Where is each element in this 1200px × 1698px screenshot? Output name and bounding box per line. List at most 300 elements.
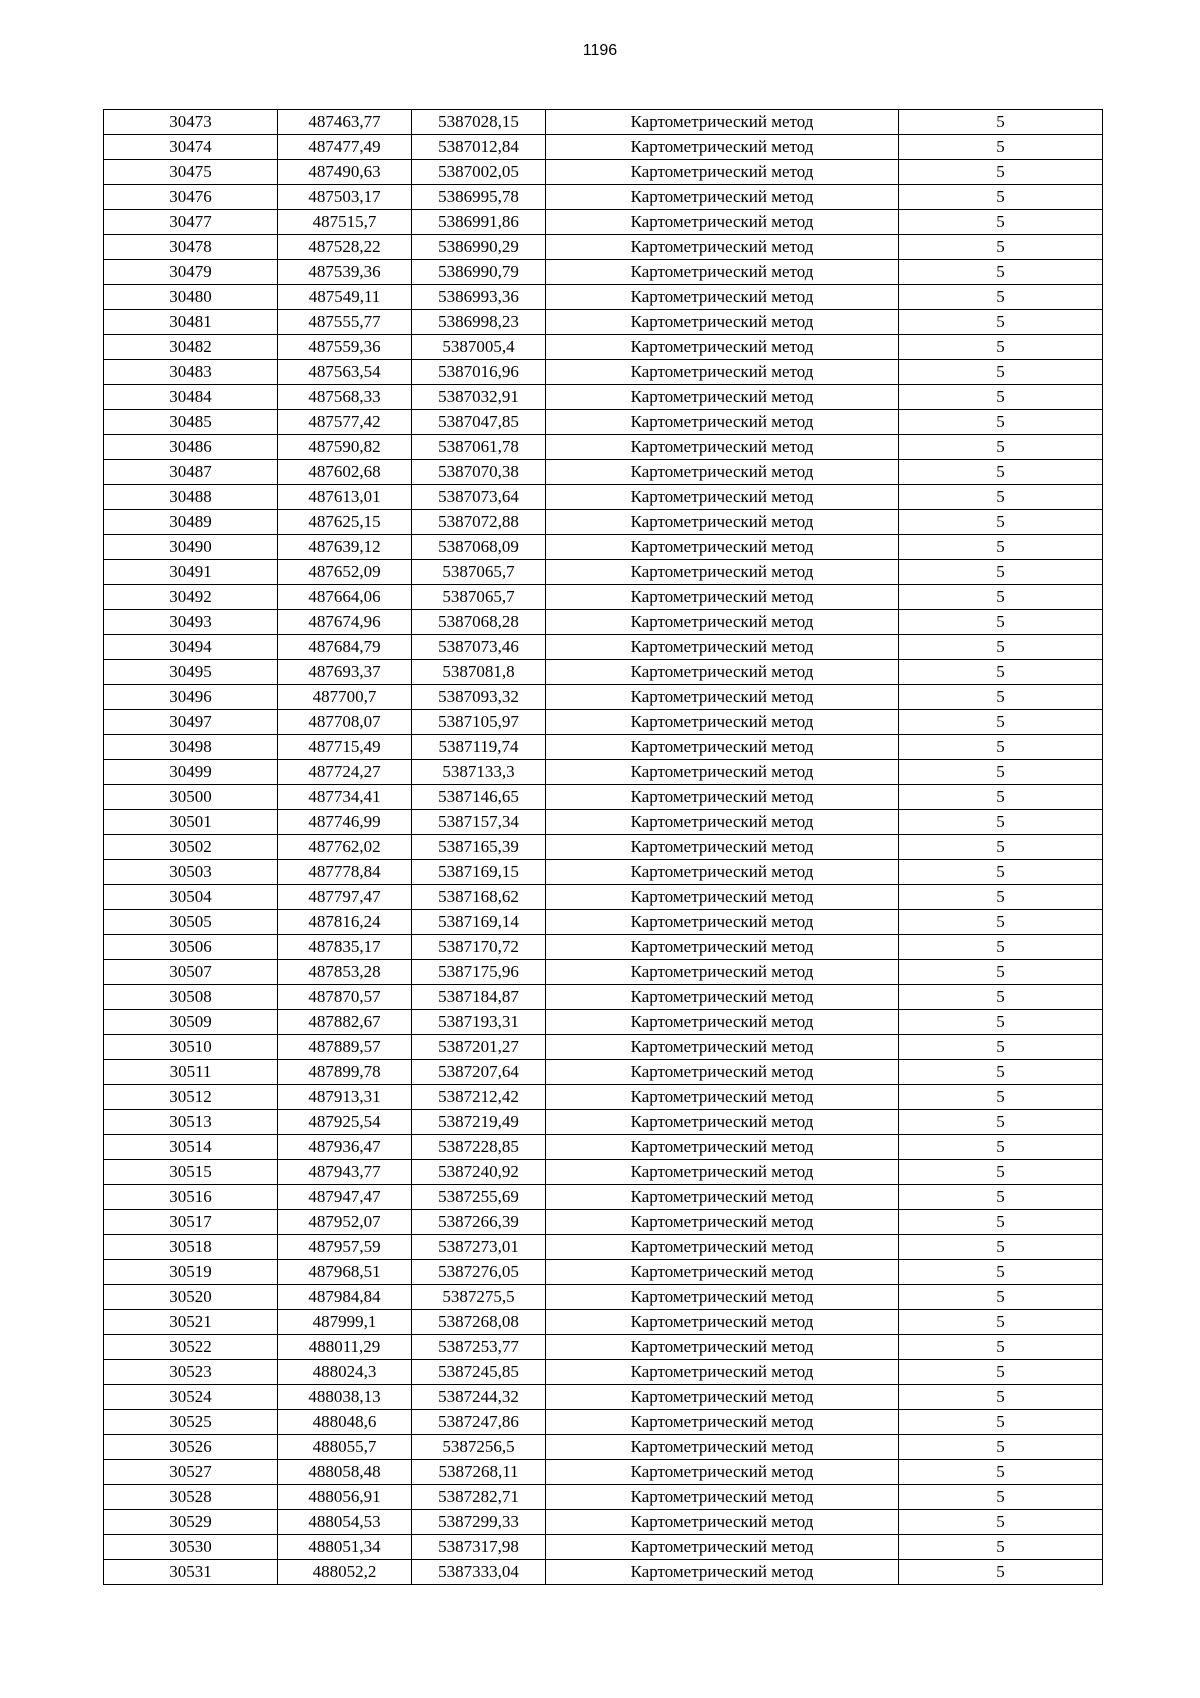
y-coordinate-cell: 5387005,4 xyxy=(412,335,546,360)
accuracy-cell: 5 xyxy=(899,260,1103,285)
x-coordinate-cell: 487999,1 xyxy=(278,1310,412,1335)
method-cell: Картометрический метод xyxy=(546,1535,899,1560)
y-coordinate-cell: 5387275,5 xyxy=(412,1285,546,1310)
table-row xyxy=(104,1510,1103,1535)
point-number-cell: 30503 xyxy=(104,860,278,885)
point-number-cell: 30485 xyxy=(104,410,278,435)
table-row xyxy=(104,535,1103,560)
x-coordinate-cell: 487746,99 xyxy=(278,810,412,835)
y-coordinate-cell: 5387068,28 xyxy=(412,610,546,635)
x-coordinate-cell: 487528,22 xyxy=(278,235,412,260)
x-coordinate-cell: 487559,36 xyxy=(278,335,412,360)
point-number-cell: 30473 xyxy=(104,110,278,135)
y-coordinate-cell: 5387207,64 xyxy=(412,1060,546,1085)
table-row xyxy=(104,785,1103,810)
table-row xyxy=(104,160,1103,185)
x-coordinate-cell: 487835,17 xyxy=(278,935,412,960)
method-cell: Картометрический метод xyxy=(546,860,899,885)
y-coordinate-cell: 5387169,14 xyxy=(412,910,546,935)
x-coordinate-cell: 487684,79 xyxy=(278,635,412,660)
point-number-cell: 30481 xyxy=(104,310,278,335)
table-row xyxy=(104,310,1103,335)
y-coordinate-cell: 5386995,78 xyxy=(412,185,546,210)
point-number-cell: 30498 xyxy=(104,735,278,760)
x-coordinate-cell: 487762,02 xyxy=(278,835,412,860)
y-coordinate-cell: 5387157,34 xyxy=(412,810,546,835)
point-number-cell: 30511 xyxy=(104,1060,278,1085)
method-cell: Картометрический метод xyxy=(546,185,899,210)
y-coordinate-cell: 5387002,05 xyxy=(412,160,546,185)
x-coordinate-cell: 487503,17 xyxy=(278,185,412,210)
accuracy-cell: 5 xyxy=(899,1085,1103,1110)
point-number-cell: 30505 xyxy=(104,910,278,935)
x-coordinate-cell: 487968,51 xyxy=(278,1260,412,1285)
table-row xyxy=(104,885,1103,910)
point-number-cell: 30529 xyxy=(104,1510,278,1535)
point-number-cell: 30520 xyxy=(104,1285,278,1310)
table-row xyxy=(104,835,1103,860)
method-cell: Картометрический метод xyxy=(546,785,899,810)
y-coordinate-cell: 5387193,31 xyxy=(412,1010,546,1035)
point-number-cell: 30492 xyxy=(104,585,278,610)
x-coordinate-cell: 487947,47 xyxy=(278,1185,412,1210)
x-coordinate-cell: 487613,01 xyxy=(278,485,412,510)
method-cell: Картометрический метод xyxy=(546,710,899,735)
accuracy-cell: 5 xyxy=(899,210,1103,235)
table-row xyxy=(104,1310,1103,1335)
method-cell: Картометрический метод xyxy=(546,210,899,235)
table-row xyxy=(104,460,1103,485)
method-cell: Картометрический метод xyxy=(546,1235,899,1260)
x-coordinate-cell: 487463,77 xyxy=(278,110,412,135)
x-coordinate-cell: 487797,47 xyxy=(278,885,412,910)
table-row xyxy=(104,1260,1103,1285)
y-coordinate-cell: 5387282,71 xyxy=(412,1485,546,1510)
method-cell: Картометрический метод xyxy=(546,1435,899,1460)
accuracy-cell: 5 xyxy=(899,1210,1103,1235)
x-coordinate-cell: 487490,63 xyxy=(278,160,412,185)
point-number-cell: 30500 xyxy=(104,785,278,810)
table-row xyxy=(104,235,1103,260)
method-cell: Картометрический метод xyxy=(546,410,899,435)
point-number-cell: 30531 xyxy=(104,1560,278,1585)
table-row xyxy=(104,1460,1103,1485)
y-coordinate-cell: 5387093,32 xyxy=(412,685,546,710)
accuracy-cell: 5 xyxy=(899,135,1103,160)
method-cell: Картометрический метод xyxy=(546,1135,899,1160)
table-row xyxy=(104,1360,1103,1385)
y-coordinate-cell: 5387244,32 xyxy=(412,1385,546,1410)
point-number-cell: 30525 xyxy=(104,1410,278,1435)
x-coordinate-cell: 487539,36 xyxy=(278,260,412,285)
y-coordinate-cell: 5387255,69 xyxy=(412,1185,546,1210)
x-coordinate-cell: 487734,41 xyxy=(278,785,412,810)
x-coordinate-cell: 487549,11 xyxy=(278,285,412,310)
accuracy-cell: 5 xyxy=(899,960,1103,985)
x-coordinate-cell: 487870,57 xyxy=(278,985,412,1010)
table-row xyxy=(104,560,1103,585)
table-row xyxy=(104,335,1103,360)
point-number-cell: 30487 xyxy=(104,460,278,485)
y-coordinate-cell: 5387240,92 xyxy=(412,1160,546,1185)
y-coordinate-cell: 5387168,62 xyxy=(412,885,546,910)
point-number-cell: 30476 xyxy=(104,185,278,210)
method-cell: Картометрический метод xyxy=(546,685,899,710)
method-cell: Картометрический метод xyxy=(546,560,899,585)
point-number-cell: 30528 xyxy=(104,1485,278,1510)
point-number-cell: 30478 xyxy=(104,235,278,260)
method-cell: Картометрический метод xyxy=(546,110,899,135)
accuracy-cell: 5 xyxy=(899,1110,1103,1135)
accuracy-cell: 5 xyxy=(899,1235,1103,1260)
accuracy-cell: 5 xyxy=(899,935,1103,960)
accuracy-cell: 5 xyxy=(899,510,1103,535)
x-coordinate-cell: 488055,7 xyxy=(278,1435,412,1460)
y-coordinate-cell: 5386998,23 xyxy=(412,310,546,335)
table-row xyxy=(104,385,1103,410)
method-cell: Картометрический метод xyxy=(546,1010,899,1035)
method-cell: Картометрический метод xyxy=(546,510,899,535)
point-number-cell: 30514 xyxy=(104,1135,278,1160)
table-row xyxy=(104,435,1103,460)
method-cell: Картометрический метод xyxy=(546,235,899,260)
method-cell: Картометрический метод xyxy=(546,1035,899,1060)
y-coordinate-cell: 5387299,33 xyxy=(412,1510,546,1535)
method-cell: Картометрический метод xyxy=(546,1160,899,1185)
point-number-cell: 30496 xyxy=(104,685,278,710)
method-cell: Картометрический метод xyxy=(546,435,899,460)
table-row xyxy=(104,635,1103,660)
y-coordinate-cell: 5387228,85 xyxy=(412,1135,546,1160)
table-row xyxy=(104,510,1103,535)
point-number-cell: 30526 xyxy=(104,1435,278,1460)
y-coordinate-cell: 5387072,88 xyxy=(412,510,546,535)
accuracy-cell: 5 xyxy=(899,1335,1103,1360)
x-coordinate-cell: 488058,48 xyxy=(278,1460,412,1485)
y-coordinate-cell: 5386991,86 xyxy=(412,210,546,235)
x-coordinate-cell: 487577,42 xyxy=(278,410,412,435)
method-cell: Картометрический метод xyxy=(546,910,899,935)
table-row xyxy=(104,285,1103,310)
accuracy-cell: 5 xyxy=(899,1310,1103,1335)
y-coordinate-cell: 5387268,11 xyxy=(412,1460,546,1485)
x-coordinate-cell: 488038,13 xyxy=(278,1385,412,1410)
accuracy-cell: 5 xyxy=(899,1485,1103,1510)
x-coordinate-cell: 487693,37 xyxy=(278,660,412,685)
method-cell: Картометрический метод xyxy=(546,985,899,1010)
x-coordinate-cell: 487889,57 xyxy=(278,1035,412,1060)
table-row xyxy=(104,960,1103,985)
x-coordinate-cell: 487590,82 xyxy=(278,435,412,460)
x-coordinate-cell: 488052,2 xyxy=(278,1560,412,1585)
method-cell: Картометрический метод xyxy=(546,735,899,760)
table-row xyxy=(104,935,1103,960)
method-cell: Картометрический метод xyxy=(546,1510,899,1535)
point-number-cell: 30508 xyxy=(104,985,278,1010)
table-row xyxy=(104,135,1103,160)
x-coordinate-cell: 487952,07 xyxy=(278,1210,412,1235)
point-number-cell: 30517 xyxy=(104,1210,278,1235)
accuracy-cell: 5 xyxy=(899,635,1103,660)
table-row xyxy=(104,1110,1103,1135)
x-coordinate-cell: 487925,54 xyxy=(278,1110,412,1135)
table-row xyxy=(104,1410,1103,1435)
table-row xyxy=(104,860,1103,885)
y-coordinate-cell: 5387175,96 xyxy=(412,960,546,985)
point-number-cell: 30475 xyxy=(104,160,278,185)
table-row xyxy=(104,810,1103,835)
x-coordinate-cell: 487708,07 xyxy=(278,710,412,735)
x-coordinate-cell: 487936,47 xyxy=(278,1135,412,1160)
accuracy-cell: 5 xyxy=(899,1560,1103,1585)
x-coordinate-cell: 488056,91 xyxy=(278,1485,412,1510)
point-number-cell: 30499 xyxy=(104,760,278,785)
method-cell: Картометрический метод xyxy=(546,1560,899,1585)
accuracy-cell: 5 xyxy=(899,1060,1103,1085)
accuracy-cell: 5 xyxy=(899,1535,1103,1560)
accuracy-cell: 5 xyxy=(899,560,1103,585)
x-coordinate-cell: 487913,31 xyxy=(278,1085,412,1110)
point-number-cell: 30512 xyxy=(104,1085,278,1110)
accuracy-cell: 5 xyxy=(899,1410,1103,1435)
table-row xyxy=(104,1085,1103,1110)
method-cell: Картометрический метод xyxy=(546,360,899,385)
y-coordinate-cell: 5387317,98 xyxy=(412,1535,546,1560)
method-cell: Картометрический метод xyxy=(546,1110,899,1135)
accuracy-cell: 5 xyxy=(899,160,1103,185)
point-number-cell: 30486 xyxy=(104,435,278,460)
point-number-cell: 30510 xyxy=(104,1035,278,1060)
accuracy-cell: 5 xyxy=(899,710,1103,735)
y-coordinate-cell: 5387256,5 xyxy=(412,1435,546,1460)
accuracy-cell: 5 xyxy=(899,110,1103,135)
y-coordinate-cell: 5387184,87 xyxy=(412,985,546,1010)
method-cell: Картометрический метод xyxy=(546,1385,899,1410)
table-row xyxy=(104,735,1103,760)
accuracy-cell: 5 xyxy=(899,1260,1103,1285)
table-row xyxy=(104,1010,1103,1035)
method-cell: Картометрический метод xyxy=(546,960,899,985)
accuracy-cell: 5 xyxy=(899,1135,1103,1160)
y-coordinate-cell: 5387073,46 xyxy=(412,635,546,660)
x-coordinate-cell: 487674,96 xyxy=(278,610,412,635)
method-cell: Картометрический метод xyxy=(546,335,899,360)
method-cell: Картометрический метод xyxy=(546,835,899,860)
accuracy-cell: 5 xyxy=(899,1360,1103,1385)
point-number-cell: 30507 xyxy=(104,960,278,985)
y-coordinate-cell: 5387061,78 xyxy=(412,435,546,460)
y-coordinate-cell: 5387028,15 xyxy=(412,110,546,135)
point-number-cell: 30495 xyxy=(104,660,278,685)
x-coordinate-cell: 487477,49 xyxy=(278,135,412,160)
y-coordinate-cell: 5387133,3 xyxy=(412,760,546,785)
table-row xyxy=(104,1435,1103,1460)
y-coordinate-cell: 5387212,42 xyxy=(412,1085,546,1110)
y-coordinate-cell: 5386990,29 xyxy=(412,235,546,260)
method-cell: Картометрический метод xyxy=(546,935,899,960)
table-row xyxy=(104,910,1103,935)
point-number-cell: 30521 xyxy=(104,1310,278,1335)
point-number-cell: 30480 xyxy=(104,285,278,310)
y-coordinate-cell: 5387016,96 xyxy=(412,360,546,385)
point-number-cell: 30490 xyxy=(104,535,278,560)
point-number-cell: 30504 xyxy=(104,885,278,910)
method-cell: Картометрический метод xyxy=(546,1085,899,1110)
method-cell: Картометрический метод xyxy=(546,160,899,185)
accuracy-cell: 5 xyxy=(899,235,1103,260)
accuracy-cell: 5 xyxy=(899,860,1103,885)
point-number-cell: 30515 xyxy=(104,1160,278,1185)
x-coordinate-cell: 487639,12 xyxy=(278,535,412,560)
accuracy-cell: 5 xyxy=(899,485,1103,510)
x-coordinate-cell: 487943,77 xyxy=(278,1160,412,1185)
method-cell: Картометрический метод xyxy=(546,535,899,560)
y-coordinate-cell: 5387268,08 xyxy=(412,1310,546,1335)
accuracy-cell: 5 xyxy=(899,760,1103,785)
y-coordinate-cell: 5387245,85 xyxy=(412,1360,546,1385)
method-cell: Картометрический метод xyxy=(546,1485,899,1510)
y-coordinate-cell: 5387047,85 xyxy=(412,410,546,435)
x-coordinate-cell: 487664,06 xyxy=(278,585,412,610)
x-coordinate-cell: 487882,67 xyxy=(278,1010,412,1035)
method-cell: Картометрический метод xyxy=(546,610,899,635)
accuracy-cell: 5 xyxy=(899,185,1103,210)
y-coordinate-cell: 5387065,7 xyxy=(412,585,546,610)
table-row xyxy=(104,660,1103,685)
accuracy-cell: 5 xyxy=(899,310,1103,335)
y-coordinate-cell: 5387068,09 xyxy=(412,535,546,560)
accuracy-cell: 5 xyxy=(899,985,1103,1010)
method-cell: Картометрический метод xyxy=(546,1260,899,1285)
method-cell: Картометрический метод xyxy=(546,1460,899,1485)
y-coordinate-cell: 5387170,72 xyxy=(412,935,546,960)
y-coordinate-cell: 5387169,15 xyxy=(412,860,546,885)
y-coordinate-cell: 5387119,74 xyxy=(412,735,546,760)
accuracy-cell: 5 xyxy=(899,585,1103,610)
point-number-cell: 30479 xyxy=(104,260,278,285)
x-coordinate-cell: 487853,28 xyxy=(278,960,412,985)
method-cell: Картометрический метод xyxy=(546,885,899,910)
x-coordinate-cell: 487625,15 xyxy=(278,510,412,535)
point-number-cell: 30493 xyxy=(104,610,278,635)
table-row xyxy=(104,360,1103,385)
point-number-cell: 30516 xyxy=(104,1185,278,1210)
x-coordinate-cell: 487724,27 xyxy=(278,760,412,785)
table-row xyxy=(104,760,1103,785)
method-cell: Картометрический метод xyxy=(546,460,899,485)
point-number-cell: 30474 xyxy=(104,135,278,160)
table-row xyxy=(104,1160,1103,1185)
point-number-cell: 30530 xyxy=(104,1535,278,1560)
point-number-cell: 30527 xyxy=(104,1460,278,1485)
table-body xyxy=(104,110,1103,1585)
point-number-cell: 30489 xyxy=(104,510,278,535)
point-number-cell: 30524 xyxy=(104,1385,278,1410)
x-coordinate-cell: 487555,77 xyxy=(278,310,412,335)
table-row xyxy=(104,1535,1103,1560)
accuracy-cell: 5 xyxy=(899,460,1103,485)
y-coordinate-cell: 5386993,36 xyxy=(412,285,546,310)
y-coordinate-cell: 5387032,91 xyxy=(412,385,546,410)
method-cell: Картометрический метод xyxy=(546,385,899,410)
x-coordinate-cell: 487602,68 xyxy=(278,460,412,485)
point-number-cell: 30501 xyxy=(104,810,278,835)
table-row xyxy=(104,1560,1103,1585)
accuracy-cell: 5 xyxy=(899,360,1103,385)
coordinates-table xyxy=(103,109,1103,1585)
accuracy-cell: 5 xyxy=(899,535,1103,560)
table-row xyxy=(104,710,1103,735)
method-cell: Картометрический метод xyxy=(546,1185,899,1210)
x-coordinate-cell: 488054,53 xyxy=(278,1510,412,1535)
method-cell: Картометрический метод xyxy=(546,1210,899,1235)
table-row xyxy=(104,410,1103,435)
point-number-cell: 30484 xyxy=(104,385,278,410)
table-row xyxy=(104,185,1103,210)
table-row xyxy=(104,685,1103,710)
table-row xyxy=(104,610,1103,635)
point-number-cell: 30488 xyxy=(104,485,278,510)
accuracy-cell: 5 xyxy=(899,1285,1103,1310)
accuracy-cell: 5 xyxy=(899,735,1103,760)
method-cell: Картометрический метод xyxy=(546,660,899,685)
table-row xyxy=(104,1485,1103,1510)
y-coordinate-cell: 5387012,84 xyxy=(412,135,546,160)
method-cell: Картометрический метод xyxy=(546,1285,899,1310)
y-coordinate-cell: 5387081,8 xyxy=(412,660,546,685)
method-cell: Картометрический метод xyxy=(546,1335,899,1360)
y-coordinate-cell: 5387276,05 xyxy=(412,1260,546,1285)
method-cell: Картометрический метод xyxy=(546,585,899,610)
point-number-cell: 30491 xyxy=(104,560,278,585)
point-number-cell: 30513 xyxy=(104,1110,278,1135)
table-row xyxy=(104,585,1103,610)
point-number-cell: 30494 xyxy=(104,635,278,660)
y-coordinate-cell: 5387073,64 xyxy=(412,485,546,510)
method-cell: Картометрический метод xyxy=(546,1360,899,1385)
y-coordinate-cell: 5387165,39 xyxy=(412,835,546,860)
accuracy-cell: 5 xyxy=(899,1010,1103,1035)
point-number-cell: 30522 xyxy=(104,1335,278,1360)
accuracy-cell: 5 xyxy=(899,435,1103,460)
method-cell: Картометрический метод xyxy=(546,635,899,660)
table-row xyxy=(104,210,1103,235)
accuracy-cell: 5 xyxy=(899,610,1103,635)
page-number: 1196 xyxy=(582,42,618,59)
y-coordinate-cell: 5387065,7 xyxy=(412,560,546,585)
point-number-cell: 30502 xyxy=(104,835,278,860)
accuracy-cell: 5 xyxy=(899,835,1103,860)
accuracy-cell: 5 xyxy=(899,810,1103,835)
x-coordinate-cell: 487715,49 xyxy=(278,735,412,760)
x-coordinate-cell: 487515,7 xyxy=(278,210,412,235)
method-cell: Картометрический метод xyxy=(546,485,899,510)
x-coordinate-cell: 488011,29 xyxy=(278,1335,412,1360)
x-coordinate-cell: 487652,09 xyxy=(278,560,412,585)
accuracy-cell: 5 xyxy=(899,1160,1103,1185)
point-number-cell: 30477 xyxy=(104,210,278,235)
y-coordinate-cell: 5387247,86 xyxy=(412,1410,546,1435)
point-number-cell: 30497 xyxy=(104,710,278,735)
point-number-cell: 30518 xyxy=(104,1235,278,1260)
x-coordinate-cell: 487778,84 xyxy=(278,860,412,885)
y-coordinate-cell: 5387146,65 xyxy=(412,785,546,810)
table-row xyxy=(104,1285,1103,1310)
accuracy-cell: 5 xyxy=(899,1185,1103,1210)
x-coordinate-cell: 487957,59 xyxy=(278,1235,412,1260)
accuracy-cell: 5 xyxy=(899,1435,1103,1460)
table-row xyxy=(104,1060,1103,1085)
